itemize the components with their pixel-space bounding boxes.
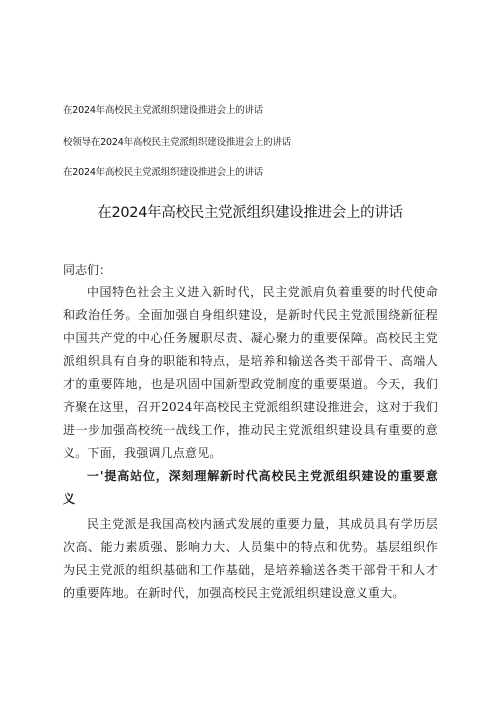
paragraph-1-line: 和政治任务。全面加强自身组织建设，是新时代民主党派围绕新征程 xyxy=(63,308,438,322)
paragraph-1-line: 中国共产党的中心任务履职尽责、凝心聚力的重要保障。高校民主党 xyxy=(63,331,438,345)
paragraph-1-line: 进一步加强高校统一战线工作，推动民主党派组织建设具有重要的意 xyxy=(63,423,438,437)
paragraph-2-line: 民主党派是我国高校内涵式发展的重要力量，其成员具有学历层 xyxy=(87,517,438,531)
toc-line-2[interactable]: 校领导在2024年高校民主党派组织建设推进会上的讲话 xyxy=(63,137,291,148)
toc-line-3[interactable]: 在2024年高校民主党派组织建设推进会上的讲话 xyxy=(63,167,264,178)
paragraph-1-line: 派组织具有自身的职能和特点，是培养和输送各类干部骨干、高端人 xyxy=(63,354,438,368)
toc-line-1[interactable]: 在2024年高校民主党派组织建设推进会上的讲话 xyxy=(63,105,264,116)
paragraph-2-line: 次高、能力素质强、影响力大、人员集中的特点和优势。基层组织作 xyxy=(63,540,438,554)
paragraph-1-line: 义。下面，我强调几点意见。 xyxy=(63,446,222,460)
paragraph-1-line: 中国特色社会主义进入新时代，民主党派肩负着重要的时代使命 xyxy=(87,285,438,299)
section-heading-line: 义 xyxy=(63,492,76,506)
document-title: 在2024年高校民主党派组织建设推进会上的讲话 xyxy=(97,205,403,221)
paragraph-2-line: 为民主党派的组织基础和工作基础，是培养输送各类干部骨干和人才 xyxy=(63,563,438,577)
paragraph-2-line: 的重要阵地。在新时代，加强高校民主党派组织建设意义重大。 xyxy=(63,586,405,600)
salutation: 同志们： xyxy=(63,263,112,277)
section-heading-line: 一'提高站位，深刻理解新时代高校民主党派组织建设的重要意 xyxy=(87,469,438,483)
paragraph-1-line: 才的重要阵地，也是巩固中国新型政党制度的重要渠道。今天，我们 xyxy=(63,377,438,391)
paragraph-1-line: 齐聚在这里，召开2024年高校民主党派组织建设推进会，这对于我们 xyxy=(63,400,438,414)
